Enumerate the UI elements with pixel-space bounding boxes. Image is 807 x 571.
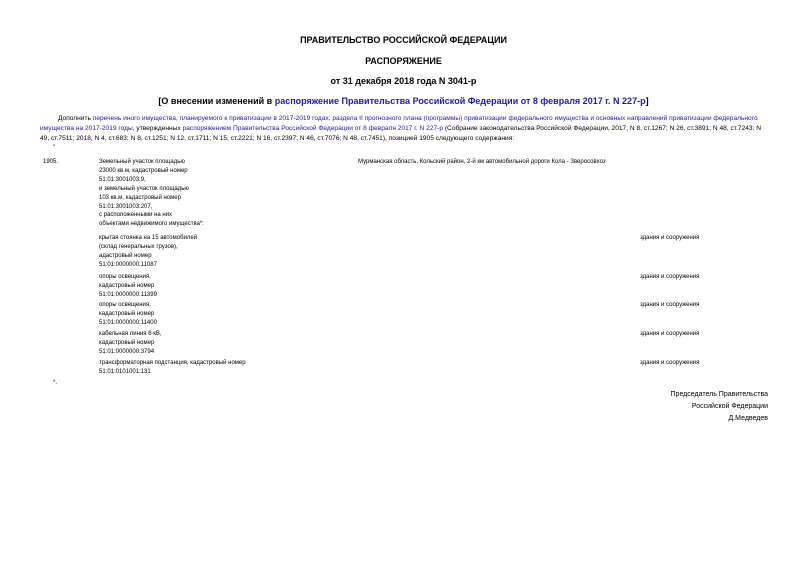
object-line: кадастровый номер [99,310,155,317]
object-line: кадастровый номер [99,282,155,289]
object-category: здания и сооружения [640,360,700,366]
title-prefix: [О внесении изменений в [158,96,275,106]
item-description-line: 103 кв.м, кадастровый номер [99,194,181,201]
item-description-line: 51:01:3001003:9, [99,176,146,183]
object-row [99,234,197,270]
object-line: адастровый номер [99,252,152,259]
object-line: трансформаторная подстанция, кадастровый номер [99,360,246,366]
item-description-line: Земельный участок площадью [99,159,185,165]
item-description-line: 23000 кв.м, кадастровый номер [99,167,188,174]
object-row [99,330,162,357]
object-line: 51:01:0000000:11400 [99,319,157,326]
paragraph-text-1: Дополнить [58,115,93,122]
signature-country: Российской Федерации [691,403,768,410]
object-category: здания и сооружения [640,235,700,241]
item-description-line: 51:01:3001003:207, [99,203,153,210]
item-number: 1905. [43,159,59,165]
signature-position: Председатель Правительства [670,391,768,398]
document-title [0,96,807,106]
paragraph-text-2: , утвержденных [132,125,183,132]
object-line: 51:01:0101001:131 [99,368,151,375]
object-line: (склад генеральных грузов), [99,243,178,250]
object-line: крытая стоянка на 15 автомобилей [99,235,198,241]
opening-quote: " [53,145,56,151]
signature-block [671,389,768,425]
object-line: 51:01:0000000:3794 [99,348,155,355]
title-amended-order-link[interactable]: распоряжение Правительства Российской Федерации от 8 февраля 2017 г. N 227-р [274,96,646,106]
object-row [99,301,157,328]
item-description-line: и земельный участок площадью [99,185,189,192]
title-suffix: ] [645,96,649,106]
object-category: здания и сооружения [640,331,700,337]
authority-heading: ПРАВИТЕЛЬСТВО РОССИЙСКОЙ ФЕДЕРАЦИИ [300,35,507,45]
object-line: опоры освещения, [99,302,151,308]
object-line: 51:01:0000000:11087 [99,261,157,268]
object-category: здания и сооружения [640,302,700,308]
item-location: Мурманская область, Кольский район, 2-й км автомобильной дороги Кола - Зверосовхоз [358,159,606,165]
item-description [99,158,204,229]
object-line: кадастровый номер [99,339,155,346]
item-description-line: с расположенными на них [99,212,173,219]
object-line: 51:01:0000000:11399 [99,291,157,298]
object-category: здания и сооружения [640,274,700,280]
object-row [99,359,246,377]
signature-name: Д.Медведев [728,415,768,422]
object-line: кабельная линия 6 кВ, [99,331,162,337]
item-description-line: объектами недвижимого имущества*: [99,221,204,228]
privatization-list-link[interactable]: перечень иного имущества, планируемого к приватизации в 2017-2019 годах, раздела II прогнозного плана (программы) приватизации федерального имущества и основных направлений приватизации федерального имущества на 2017-2019 годы [40,115,758,132]
amendment-paragraph [40,114,768,144]
footnote-mark: *. [53,380,58,386]
document-type-heading: РАСПОРЯЖЕНИЕ [365,56,442,66]
paragraph-text-3: (Собрание законодательства Российской Федерации, 2017, N 8, ст.1267; N 26, ст.3891; N 48, ст.7243; N 49, ст.7511; 2018, N 4, ст.683; N 8, ст.1251; N 12, ст.1711; N 15, ст.2221; N 16, ст.2397; N 46, ст.7076; N 48, ст.7451), позицией 1905 следующего содержания: [40,125,762,142]
date-number-heading: от 31 декабря 2018 года N 3041-р [330,76,477,86]
object-row [99,273,157,300]
order-227-link[interactable]: распоряжением Правительства Российской Федерации от 8 февраля 2017 г. N 227-р [182,125,444,132]
object-line: опоры освещения, [99,274,151,280]
